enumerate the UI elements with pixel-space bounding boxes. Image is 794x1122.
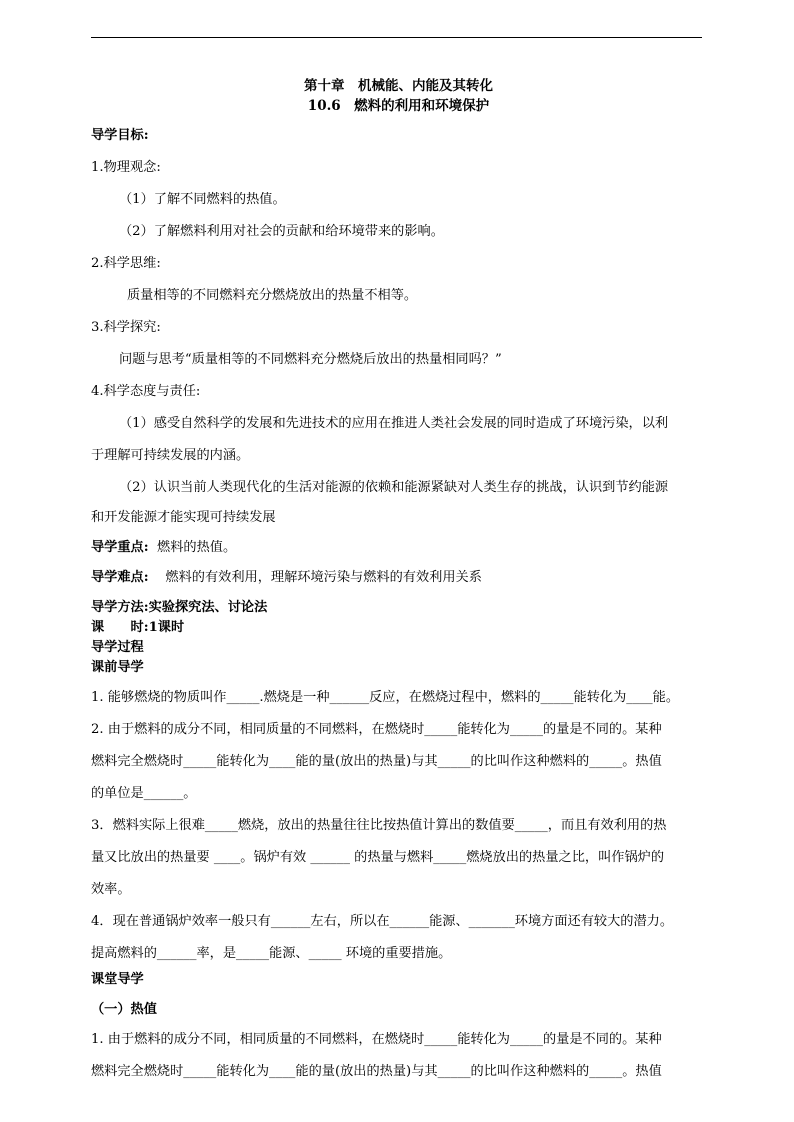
method-label: 导学方法:	[91, 600, 149, 615]
goal4-item2-line2: 和开发能源才能实现可持续发展	[91, 510, 276, 525]
in-class-heading: 课堂导学	[91, 972, 144, 987]
key-point-text: 燃料的热值。	[157, 540, 237, 555]
goal4-item2-line1: （2）认识当前人类现代化的生活对能源的依赖和能源紧缺对人类生存的挑战，认识到节约能源	[119, 480, 669, 495]
key-point-label: 导学重点:	[91, 540, 149, 555]
goal1-item2: （2）了解燃料利用对社会的贡献和给环境带来的影响。	[119, 224, 444, 239]
goal1-label: 1.物理观念:	[91, 160, 161, 175]
key-point-row	[91, 538, 706, 558]
method-text: 实验探究法、讨论法	[148, 600, 268, 615]
goal1-item1: （1）了解不同燃料的热值。	[119, 192, 286, 207]
goals-heading: 导学目标:	[91, 128, 149, 143]
period-row	[91, 618, 706, 638]
header-rule	[91, 37, 702, 38]
goal3-label: 3.科学探究:	[91, 320, 161, 335]
difficulty-row	[91, 568, 706, 588]
question-2-line1: 2. 由于燃料的成分不同，相同质量的不同燃料，在燃烧时_____能转化为_____的量是不同的。某种	[91, 722, 662, 737]
class-question-1-line2: 燃料完全燃烧时_____能转化为____能的量(放出的热量)与其_____的比叫作这种燃料的_____。热值	[91, 1064, 662, 1079]
question-3-line2: 量又比放出的热量要 ____。锅炉有效 ______ 的热量与燃料_____燃烧放出的热量之比，叫作锅炉的	[91, 850, 665, 865]
goal4-item1-line1: （1）感受自然科学的发展和先进技术的应用在推进人类社会发展的同时造成了环境污染，以利	[119, 416, 669, 431]
goal3-text: 问题与思考“质量相等的不同燃料充分燃烧后放出的热量相同吗？”	[119, 352, 502, 367]
document-content	[91, 76, 706, 1088]
process-heading: 导学过程	[91, 640, 144, 655]
difficulty-text: 燃料的有效利用，理解环境污染与燃料的有效利用关系	[165, 570, 482, 585]
question-2-line3: 的单位是______。	[91, 786, 197, 801]
question-3-line1: 3．燃料实际上很难_____燃烧，放出的热量往往比按热值计算出的数值要_____，而且有效利用的热	[91, 818, 667, 833]
question-3-line3: 效率。	[91, 882, 131, 897]
goal4-item1-line2: 于理解可持续发展的内涵。	[91, 448, 250, 463]
difficulty-label: 导学难点:	[91, 570, 149, 585]
goal2-text: 质量相等的不同燃料充分燃烧放出的热量不相等。	[127, 288, 418, 303]
goal2-label: 2.科学思维:	[91, 256, 161, 271]
question-4-line1: 4．现在普通锅炉效率一般只有______左右，所以在______能源、_______环境方面还有较大的潜力。	[91, 914, 674, 929]
period-text: 1课时	[148, 620, 185, 635]
question-1: 1. 能够燃烧的物质叫作_____.燃烧是一种______反应，在燃烧过程中，燃料的_____能转化为____能。	[91, 690, 680, 705]
section-title: 10.6 燃料的利用和环境保护	[307, 98, 490, 114]
sub-heading-heat-value: （一）热值	[91, 1002, 157, 1017]
question-4-line2: 提高燃料的______率，是_____能源、_____ 环境的重要措施。	[91, 946, 452, 961]
pre-class-heading: 课前导学	[91, 660, 144, 675]
period-label: 课 时:	[91, 620, 149, 635]
chapter-title: 第十章 机械能、内能及其转化	[304, 78, 493, 94]
method-row	[91, 598, 706, 618]
goal4-label: 4.科学态度与责任:	[91, 384, 201, 399]
class-question-1-line1: 1. 由于燃料的成分不同，相同质量的不同燃料，在燃烧时_____能转化为_____的量是不同的。某种	[91, 1032, 662, 1047]
question-2-line2: 燃料完全燃烧时_____能转化为____能的量(放出的热量)与其_____的比叫作这种燃料的_____。热值	[91, 754, 662, 769]
